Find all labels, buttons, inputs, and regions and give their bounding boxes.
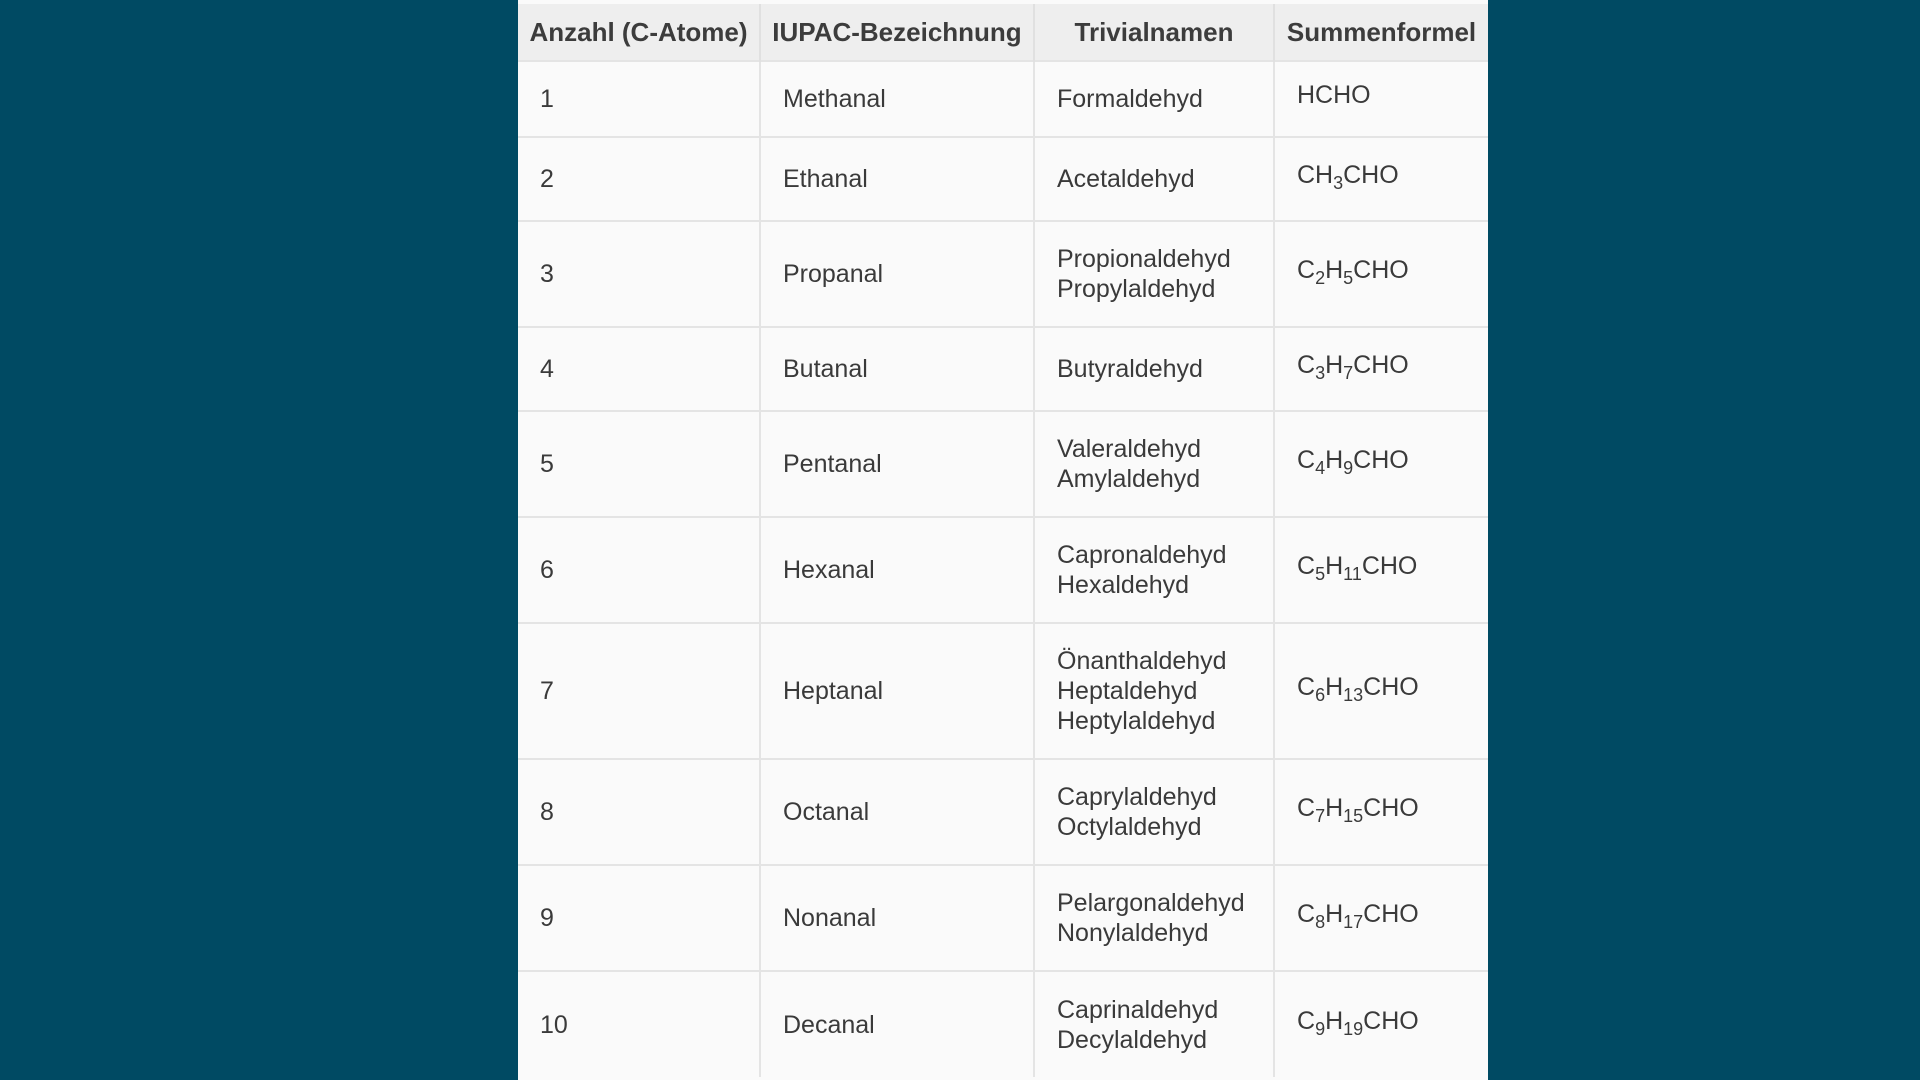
table-row — [518, 971, 1488, 1077]
formula-part: CHO — [1363, 794, 1419, 822]
cell-count: 10 — [518, 971, 760, 1077]
cell-count: 6 — [518, 517, 760, 623]
cell-iupac: Pentanal — [760, 411, 1034, 517]
cell-iupac: Propanal — [760, 221, 1034, 327]
cell-trivial — [1034, 759, 1274, 865]
trivial-name: Caprylaldehyd — [1057, 783, 1217, 811]
formula-part: C — [1297, 673, 1316, 701]
trivial-name: Önanthaldehyd — [1057, 647, 1227, 675]
cell-trivial — [1034, 61, 1274, 137]
formula-subscript: 11 — [1343, 564, 1362, 584]
cell-iupac: Methanal — [760, 61, 1034, 137]
formula-part: CH — [1297, 161, 1334, 189]
formula-part: CHO — [1353, 446, 1409, 474]
table-row — [518, 865, 1488, 971]
formula-subscript: 5 — [1343, 268, 1354, 288]
cell-count: 5 — [518, 411, 760, 517]
formula-subscript: 8 — [1315, 912, 1326, 932]
table-row — [518, 411, 1488, 517]
table-row — [518, 221, 1488, 327]
trivial-name: Heptaldehyd — [1057, 677, 1198, 705]
cell-iupac: Nonanal — [760, 865, 1034, 971]
trivial-name: Pelargonaldehyd — [1057, 889, 1245, 917]
formula — [1297, 81, 1371, 109]
trivial-name: Heptylaldehyd — [1057, 707, 1216, 735]
table-row — [518, 623, 1488, 759]
cell-formula — [1274, 411, 1488, 517]
trivial-name: Amylaldehyd — [1057, 465, 1201, 493]
cell-formula — [1274, 623, 1488, 759]
formula-part: H — [1325, 446, 1344, 474]
formula — [1297, 351, 1409, 383]
table-body — [518, 61, 1488, 1077]
formula — [1297, 673, 1419, 705]
formula-part: CHO — [1353, 351, 1409, 379]
cell-iupac: Butanal — [760, 327, 1034, 411]
trivial-name: Formaldehyd — [1057, 85, 1203, 113]
formula-subscript: 3 — [1333, 173, 1344, 193]
formula-part: H — [1325, 900, 1344, 928]
table-row — [518, 137, 1488, 221]
formula-part: H — [1325, 552, 1344, 580]
formula-part: C — [1297, 351, 1316, 379]
table-row — [518, 517, 1488, 623]
trivial-name: Butyraldehyd — [1057, 355, 1203, 383]
trivial-name: Acetaldehyd — [1057, 165, 1195, 193]
trivial-name: Octylaldehyd — [1057, 813, 1202, 841]
cell-count: 3 — [518, 221, 760, 327]
cell-count: 4 — [518, 327, 760, 411]
cell-iupac: Hexanal — [760, 517, 1034, 623]
formula-part: CHO — [1353, 256, 1409, 284]
formula-part: H — [1325, 673, 1344, 701]
trivial-name: Caprinaldehyd — [1057, 995, 1219, 1024]
cell-iupac: Heptanal — [760, 623, 1034, 759]
table-row — [518, 327, 1488, 411]
formula — [1297, 794, 1419, 826]
formula-part: C — [1297, 900, 1316, 928]
cell-formula — [1274, 865, 1488, 971]
formula-part: H — [1325, 351, 1344, 379]
formula-subscript: 19 — [1343, 1018, 1364, 1039]
cell-trivial — [1034, 517, 1274, 623]
formula-subscript: 5 — [1315, 564, 1326, 584]
formula — [1297, 161, 1399, 193]
formula — [1297, 446, 1409, 478]
formula-part: CHO — [1361, 552, 1418, 580]
formula-part: C — [1297, 552, 1316, 580]
formula-part: H — [1325, 794, 1344, 822]
table-row — [518, 759, 1488, 865]
cell-trivial — [1034, 623, 1274, 759]
header-trivial: Trivialnamen — [1034, 4, 1274, 61]
formula-part: H — [1325, 256, 1344, 284]
formula-subscript: 13 — [1343, 685, 1364, 705]
cell-formula — [1274, 61, 1488, 137]
formula-subscript: 9 — [1315, 1018, 1326, 1039]
header-row — [518, 4, 1488, 61]
formula — [1297, 552, 1418, 584]
cell-count: 9 — [518, 865, 760, 971]
cell-formula — [1274, 759, 1488, 865]
formula-part: C — [1297, 256, 1316, 284]
trivial-name: Nonylaldehyd — [1057, 919, 1209, 947]
cell-formula — [1274, 221, 1488, 327]
cell-formula — [1274, 517, 1488, 623]
formula-subscript: 15 — [1343, 806, 1364, 826]
trivial-name: Hexaldehyd — [1057, 571, 1190, 599]
header-iupac: IUPAC-Bezeichnung — [760, 4, 1034, 61]
cell-count: 1 — [518, 61, 760, 137]
trivial-name: Propionaldehyd — [1057, 245, 1231, 273]
formula-part: CHO — [1363, 1006, 1419, 1035]
formula-subscript: 3 — [1315, 363, 1326, 383]
cell-formula — [1274, 327, 1488, 411]
formula-part: C — [1297, 446, 1316, 474]
cell-formula — [1274, 137, 1488, 221]
header-count: Anzahl (C-Atome) — [518, 4, 760, 61]
formula-part: C — [1297, 794, 1316, 822]
formula-part: CHO — [1343, 161, 1399, 189]
cell-iupac: Octanal — [760, 759, 1034, 865]
formula-subscript: 17 — [1343, 912, 1364, 932]
cell-trivial — [1034, 221, 1274, 327]
table-row — [518, 61, 1488, 137]
table-header — [518, 4, 1488, 61]
cell-count: 2 — [518, 137, 760, 221]
cell-trivial — [1034, 137, 1274, 221]
cell-trivial — [1034, 865, 1274, 971]
cell-iupac: Ethanal — [760, 137, 1034, 221]
formula — [1297, 900, 1419, 932]
trivial-name: Valeraldehyd — [1057, 435, 1202, 463]
cell-trivial — [1034, 971, 1274, 1077]
cell-iupac: Decanal — [760, 971, 1034, 1077]
formula-subscript: 6 — [1315, 685, 1326, 705]
formula-part: CHO — [1363, 900, 1419, 928]
cell-count: 8 — [518, 759, 760, 865]
cell-formula — [1274, 971, 1488, 1077]
formula-part: CHO — [1363, 673, 1419, 701]
formula-subscript: 2 — [1315, 268, 1326, 288]
formula-subscript: 9 — [1343, 458, 1354, 478]
formula — [1297, 1006, 1419, 1039]
trivial-name: Decylaldehyd — [1057, 1025, 1208, 1054]
aldehyde-table — [518, 4, 1488, 1077]
table-panel — [518, 0, 1488, 1080]
formula-subscript: 4 — [1315, 458, 1326, 478]
formula-part: H — [1325, 1006, 1344, 1035]
formula-part: C — [1297, 1006, 1316, 1035]
formula-part: HCHO — [1297, 81, 1371, 109]
trivial-name: Capronaldehyd — [1057, 541, 1227, 569]
formula-subscript: 7 — [1315, 806, 1326, 826]
header-formula: Summenformel — [1274, 4, 1488, 61]
trivial-name: Propylaldehyd — [1057, 275, 1216, 303]
cell-trivial — [1034, 411, 1274, 517]
cell-count: 7 — [518, 623, 760, 759]
cell-trivial — [1034, 327, 1274, 411]
formula-subscript: 7 — [1343, 363, 1354, 383]
formula — [1297, 256, 1409, 288]
